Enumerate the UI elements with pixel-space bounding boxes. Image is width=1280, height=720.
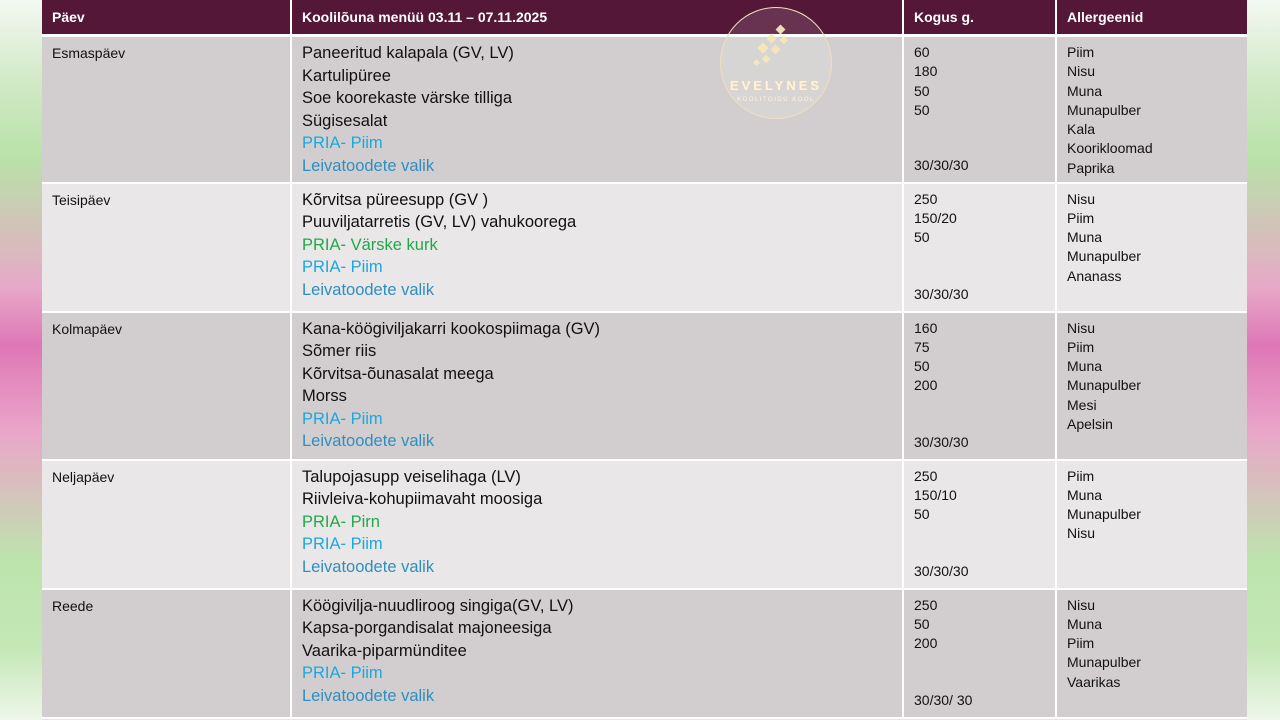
logo-diamonds-icon [721,8,833,120]
menu-item: Kana-köögiviljakarri kookospiimaga (GV) [302,319,601,338]
quantity-value: 50 [914,229,930,246]
allergens-cell [1056,312,1247,460]
menu-cell [291,460,903,589]
logo-name: EVELYNES [729,78,823,93]
allergen: Mesi [1067,396,1097,413]
menu-item: Kapsa-porgandisalat majoneesiga [302,619,552,637]
menu-item: Sõmer riis [302,342,377,360]
menu-item-pria: PRIA- Piim [302,664,383,682]
table-row [42,460,1247,589]
menu-item: Morss [302,387,347,405]
menu-item-bread: Leivatoodete valik [302,156,435,175]
header-quantity: Kogus g. [903,0,1056,36]
allergen: Muna [1067,229,1103,246]
quantity-value: 250 [914,190,938,207]
quantity-bread: 30/30/30 [914,286,969,303]
quantity-cell [903,312,1056,460]
menu-item-pria: PRIA- Piim [302,535,383,553]
logo-subtitle: KOOLITOIDU KOOL [737,97,815,103]
allergen: Munapulber [1067,248,1141,265]
table-row [42,589,1247,718]
allergen: Nisu [1067,190,1096,207]
day-cell: Teisipäev [42,183,291,312]
menu-item-bread: Leivatoodete valik [302,557,435,576]
menu-item-pria: PRIA- Piim [302,258,383,276]
allergen: Muna [1067,82,1103,99]
quantity-bread: 30/30/30 [914,563,969,580]
quantity-value: 50 [914,82,930,99]
menu-cell [291,312,903,460]
quantity-value: 150/20 [914,209,957,226]
header-day: Päev [42,0,291,36]
menu-item: Soe koorekaste värske tilliga [302,89,513,107]
allergen: Muna [1067,358,1103,375]
day-cell: Kolmapäev [42,312,291,460]
quantity-cell [903,183,1056,312]
allergens-cell [1056,36,1247,183]
menu-item: Riivleiva-kohupiimavaht moosiga [302,490,543,508]
allergens-cell [1056,460,1247,589]
quantity-value: 50 [914,358,930,375]
quantity-value: 200 [914,377,938,394]
day-cell: Esmaspäev [42,36,291,183]
quantity-cell [903,36,1056,183]
quantity-bread: 30/30/ 30 [914,692,973,709]
quantity-bread: 30/30/30 [914,434,969,451]
allergens-cell [1056,183,1247,312]
quantity-value: 60 [914,44,930,60]
header-allergens: Allergeenid [1056,0,1247,36]
menu-item: Vaarika-piparmünditee [302,641,467,660]
menu-cell [291,589,903,718]
allergen: Piim [1067,338,1095,355]
menu-item: Köögivilja-nuudliroog singiga(GV, LV) [302,596,574,615]
quantity-value: 50 [914,101,930,118]
menu-item: Puuviljatarretis (GV, LV) vahukoorega [302,213,577,231]
day-cell: Neljapäev [42,460,291,589]
table-row [42,183,1247,312]
allergen: Kala [1067,121,1096,138]
menu-item: Talupojasupp veiselihaga (LV) [302,467,521,486]
header-menu-title: Koolilõuna menüü 03.11 – 07.11.2025 [291,0,903,36]
allergen: Nisu [1067,596,1096,613]
quantity-value: 50 [914,615,930,632]
allergen: Nisu [1067,525,1096,542]
menu-item: Kõrvitsa-õunasalat meega [302,364,494,383]
menu-item-pria: PRIA- Värske kurk [302,235,438,254]
quantity-value: 200 [914,635,938,652]
quantity-cell [903,589,1056,718]
allergen: Koorikloomad [1067,140,1153,157]
evelynes-logo [720,7,832,119]
table-row [42,312,1247,460]
allergen: Munapulber [1067,654,1141,671]
quantity-value: 180 [914,63,938,80]
menu-cell [291,183,903,312]
menu-item-pria: PRIA- Piim [302,409,383,428]
allergen: Piim [1067,635,1095,652]
quantity-value: 50 [914,506,930,523]
allergen: Piim [1067,467,1095,484]
allergen: Munapulber [1067,101,1141,118]
menu-item-bread: Leivatoodete valik [302,686,435,705]
allergens-cell [1056,589,1247,718]
menu-item: Kõrvitsa püreesupp (GV ) [302,190,489,209]
allergen: Muna [1067,486,1103,503]
allergen: Muna [1067,615,1103,632]
quantity-bread: 30/30/30 [914,157,969,174]
quantity-value: 250 [914,596,938,613]
quantity-cell [903,460,1056,589]
menu-item-bread: Leivatoodete valik [302,432,435,450]
menu-item-bread: Leivatoodete valik [302,280,435,299]
quantity-value: 150/10 [914,486,957,503]
allergen: Munapulber [1067,506,1141,523]
table-row [42,36,1247,183]
quantity-value: 75 [914,338,930,355]
menu-item-pria: PRIA- Pirn [302,512,380,531]
quantity-value: 250 [914,467,938,484]
allergen: Piim [1067,209,1095,226]
allergen: Nisu [1067,319,1096,336]
allergen: Paprika [1067,159,1115,176]
table-header-row [42,0,1247,36]
menu-slide [42,0,1247,720]
menu-table [42,0,1247,719]
allergen: Piim [1067,44,1095,60]
allergen: Munapulber [1067,377,1141,394]
allergen: Ananass [1067,267,1122,284]
allergen: Apelsin [1067,415,1113,432]
menu-item: Paneeritud kalapala (GV, LV) [302,44,514,62]
menu-item: Sügisesalat [302,111,388,130]
day-cell: Reede [42,589,291,718]
quantity-value: 160 [914,319,938,336]
allergen: Nisu [1067,63,1096,80]
allergen: Vaarikas [1067,673,1121,690]
menu-item: Kartulipüree [302,66,391,85]
menu-item-pria: PRIA- Piim [302,134,383,152]
